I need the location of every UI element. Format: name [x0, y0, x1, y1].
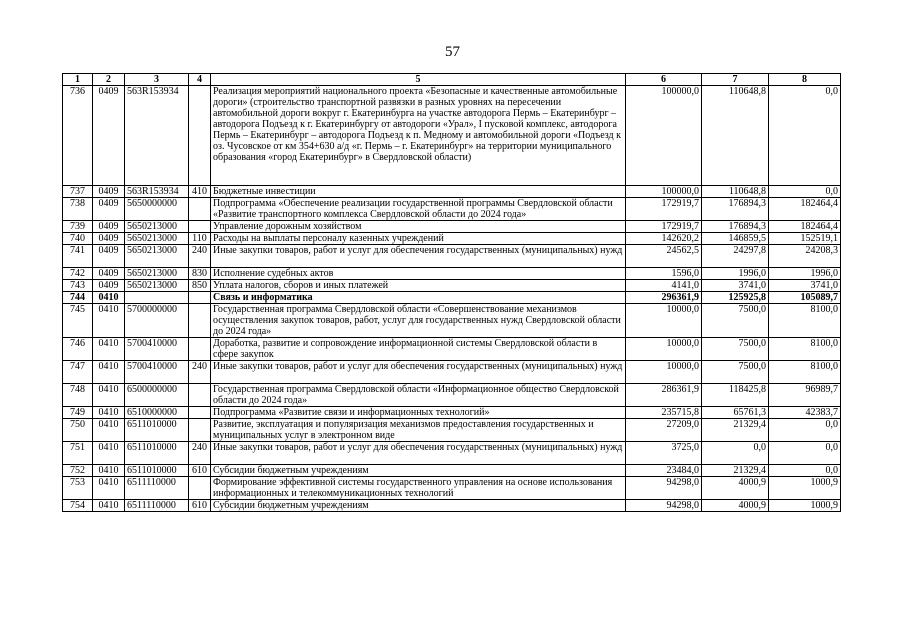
value-2022: 172919,7	[626, 221, 702, 233]
value-2024: 182464,4	[769, 221, 841, 233]
target-code: 5700410000	[125, 338, 189, 361]
value-2023: 7500,0	[702, 338, 769, 361]
expense-type-code: 410	[189, 186, 211, 198]
value-2023: 176894,3	[702, 221, 769, 233]
row-number: 752	[63, 465, 93, 477]
value-2022: 100000,0	[626, 186, 702, 198]
target-code: 6511110000	[125, 500, 189, 512]
row-number: 750	[63, 419, 93, 442]
expense-type-code	[189, 86, 211, 186]
value-2022: 10000,0	[626, 338, 702, 361]
header-col-1: 1	[63, 74, 93, 86]
expense-type-code	[189, 292, 211, 304]
section-code: 0410	[93, 465, 125, 477]
value-2022: 4141,0	[626, 280, 702, 292]
value-2024: 42383,7	[769, 407, 841, 419]
table-row	[63, 419, 841, 442]
value-2024: 0,0	[769, 86, 841, 186]
expense-type-code	[189, 198, 211, 221]
row-name: Бюджетные инвестиции	[211, 186, 626, 198]
value-2022: 27209,0	[626, 419, 702, 442]
value-2024: 96989,7	[769, 384, 841, 407]
value-2022: 172919,7	[626, 198, 702, 221]
value-2023: 176894,3	[702, 198, 769, 221]
row-name: Государственная программа Свердловской области «Информационное общество Свердловской области до 2024 года»	[211, 384, 626, 407]
table-row	[63, 477, 841, 500]
row-number: 751	[63, 442, 93, 465]
table-row	[63, 186, 841, 198]
value-2024: 0,0	[769, 186, 841, 198]
expense-type-code: 610	[189, 465, 211, 477]
row-number: 737	[63, 186, 93, 198]
value-2022: 100000,0	[626, 86, 702, 186]
value-2022: 235715,8	[626, 407, 702, 419]
value-2022: 142620,2	[626, 233, 702, 245]
value-2023: 65761,3	[702, 407, 769, 419]
section-code: 0409	[93, 233, 125, 245]
section-code: 0409	[93, 280, 125, 292]
value-2024: 1996,0	[769, 268, 841, 280]
header-col-8: 8	[769, 74, 841, 86]
header-col-7: 7	[702, 74, 769, 86]
value-2024: 0,0	[769, 419, 841, 442]
table-row	[63, 442, 841, 465]
value-2024: 8100,0	[769, 361, 841, 384]
row-name: Управление дорожным хозяйством	[211, 221, 626, 233]
value-2024: 105089,7	[769, 292, 841, 304]
row-name: Иные закупки товаров, работ и услуг для обеспечения государственных (муниципальных) нужд	[211, 442, 626, 465]
row-name: Расходы на выплаты персоналу казенных учреждений	[211, 233, 626, 245]
value-2024: 24208,3	[769, 245, 841, 268]
value-2022: 94298,0	[626, 477, 702, 500]
section-code: 0410	[93, 419, 125, 442]
value-2022: 23484,0	[626, 465, 702, 477]
table-row	[63, 338, 841, 361]
value-2023: 24297,8	[702, 245, 769, 268]
section-code: 0409	[93, 221, 125, 233]
section-code: 0410	[93, 442, 125, 465]
section-code: 0410	[93, 500, 125, 512]
target-code: 6510000000	[125, 407, 189, 419]
page-number: 57	[445, 44, 460, 60]
value-2022: 3725,0	[626, 442, 702, 465]
row-name: Подпрограмма «Развитие связи и информационных технологий»	[211, 407, 626, 419]
header-row	[63, 74, 841, 86]
row-name: Исполнение судебных актов	[211, 268, 626, 280]
expense-type-code	[189, 384, 211, 407]
row-number: 749	[63, 407, 93, 419]
header-col-5: 5	[211, 74, 626, 86]
expense-type-code: 610	[189, 500, 211, 512]
table-row	[63, 304, 841, 338]
table-row	[63, 245, 841, 268]
value-2022: 24562,5	[626, 245, 702, 268]
expense-type-code: 240	[189, 245, 211, 268]
expense-type-code: 240	[189, 442, 211, 465]
row-number: 738	[63, 198, 93, 221]
target-code	[125, 292, 189, 304]
header-col-4: 4	[189, 74, 211, 86]
value-2023: 21329,4	[702, 465, 769, 477]
row-name: Реализация мероприятий национального проекта «Безопасные и качественные автомобильные дороги» (строительство транспортной развязки в разных уровнях на пересечении автомобильной дороги вокруг г. Екатеринбурга на участке автодорога Пермь – Екатеринбург – автодорога Подъезд к г. Екатеринбургу от автодороги «Урал», I пусковой комплекс, автодорога Пермь – Екатеринбург – автодорога Подъезд к п. Медному и автомобильной дороги «Подъезд к оз. Чусовское от км 354+630 а/д «г. Пермь – г. Екатеринбург» на территории муниципального образования «город Екатеринбург» в Свердловской области)	[211, 86, 626, 186]
row-name: Связь и информатика	[211, 292, 626, 304]
target-code: 5700000000	[125, 304, 189, 338]
expense-type-code	[189, 407, 211, 419]
value-2024: 8100,0	[769, 304, 841, 338]
section-code: 0409	[93, 268, 125, 280]
section-code: 0410	[93, 361, 125, 384]
value-2022: 94298,0	[626, 500, 702, 512]
value-2022: 286361,9	[626, 384, 702, 407]
section-code: 0410	[93, 477, 125, 500]
table-row	[63, 280, 841, 292]
value-2022: 10000,0	[626, 304, 702, 338]
row-number: 745	[63, 304, 93, 338]
section-code: 0410	[93, 384, 125, 407]
row-name: Формирование эффективной системы государственного управления на основе использования информационных и телекоммуникационных технологий	[211, 477, 626, 500]
value-2023: 4000,9	[702, 477, 769, 500]
table-row	[63, 198, 841, 221]
target-code: 5650213000	[125, 245, 189, 268]
row-number: 753	[63, 477, 93, 500]
table-row	[63, 86, 841, 186]
row-number: 736	[63, 86, 93, 186]
value-2023: 146859,5	[702, 233, 769, 245]
header-col-2: 2	[93, 74, 125, 86]
row-name: Подпрограмма «Обеспечение реализации государственной программы Свердловской области «Развитие транспортного комплекса Свердловской области до 2024 года»	[211, 198, 626, 221]
value-2023: 110648,8	[702, 86, 769, 186]
value-2022: 10000,0	[626, 361, 702, 384]
target-code: 6511010000	[125, 442, 189, 465]
value-2022: 1596,0	[626, 268, 702, 280]
table-row	[63, 221, 841, 233]
table-row	[63, 500, 841, 512]
row-number: 744	[63, 292, 93, 304]
value-2023: 125925,8	[702, 292, 769, 304]
expense-type-code	[189, 338, 211, 361]
table-body	[63, 86, 841, 512]
row-number: 746	[63, 338, 93, 361]
value-2023: 4000,9	[702, 500, 769, 512]
row-number: 742	[63, 268, 93, 280]
value-2023: 7500,0	[702, 304, 769, 338]
header-col-6: 6	[626, 74, 702, 86]
target-code: 6511010000	[125, 465, 189, 477]
target-code: 6500000000	[125, 384, 189, 407]
section-code: 0409	[93, 186, 125, 198]
expense-type-code	[189, 477, 211, 500]
value-2023: 110648,8	[702, 186, 769, 198]
target-code: 5650213000	[125, 280, 189, 292]
header-col-3: 3	[125, 74, 189, 86]
expense-type-code: 110	[189, 233, 211, 245]
target-code: 563R153934	[125, 186, 189, 198]
section-code: 0410	[93, 304, 125, 338]
row-number: 740	[63, 233, 93, 245]
value-2024: 0,0	[769, 465, 841, 477]
expense-type-code	[189, 304, 211, 338]
value-2024: 182464,4	[769, 198, 841, 221]
row-name: Развитие, эксплуатация и популяризация механизмов предоставления государственных и муниципальных услуг в электронном виде	[211, 419, 626, 442]
value-2023: 3741,0	[702, 280, 769, 292]
section-code: 0410	[93, 292, 125, 304]
expense-type-code: 830	[189, 268, 211, 280]
value-2023: 118425,8	[702, 384, 769, 407]
value-2023: 21329,4	[702, 419, 769, 442]
value-2024: 0,0	[769, 442, 841, 465]
value-2024: 3741,0	[769, 280, 841, 292]
target-code: 6511010000	[125, 419, 189, 442]
value-2023: 1996,0	[702, 268, 769, 280]
value-2024: 1000,9	[769, 477, 841, 500]
table-row	[63, 384, 841, 407]
row-name: Доработка, развитие и сопровождение информационной системы Свердловской области в сфере закупок	[211, 338, 626, 361]
value-2023: 0,0	[702, 442, 769, 465]
section-code: 0410	[93, 338, 125, 361]
section-code: 0409	[93, 198, 125, 221]
row-name: Иные закупки товаров, работ и услуг для обеспечения государственных (муниципальных) нужд	[211, 245, 626, 268]
row-number: 747	[63, 361, 93, 384]
table-row	[63, 268, 841, 280]
row-number: 741	[63, 245, 93, 268]
target-code: 6511110000	[125, 477, 189, 500]
section-code: 0410	[93, 407, 125, 419]
row-number: 754	[63, 500, 93, 512]
row-name: Субсидии бюджетным учреждениям	[211, 500, 626, 512]
target-code: 5650213000	[125, 221, 189, 233]
target-code: 5650000000	[125, 198, 189, 221]
row-number: 739	[63, 221, 93, 233]
row-number: 748	[63, 384, 93, 407]
value-2022: 296361,9	[626, 292, 702, 304]
row-name: Субсидии бюджетным учреждениям	[211, 465, 626, 477]
expense-type-code: 850	[189, 280, 211, 292]
target-code: 5700410000	[125, 361, 189, 384]
value-2024: 152519,1	[769, 233, 841, 245]
value-2023: 7500,0	[702, 361, 769, 384]
section-code: 0409	[93, 245, 125, 268]
table-row	[63, 233, 841, 245]
table-row	[63, 292, 841, 304]
target-code: 5650213000	[125, 233, 189, 245]
row-number: 743	[63, 280, 93, 292]
row-name: Государственная программа Свердловской области «Совершенствование механизмов осуществления закупок товаров, работ, услуг для государственных нужд Свердловской области до 2024 года»	[211, 304, 626, 338]
expense-type-code	[189, 419, 211, 442]
row-name: Иные закупки товаров, работ и услуг для обеспечения государственных (муниципальных) нужд	[211, 361, 626, 384]
table-row	[63, 465, 841, 477]
section-code: 0409	[93, 86, 125, 186]
table-row	[63, 407, 841, 419]
table-row	[63, 361, 841, 384]
target-code: 563R153934	[125, 86, 189, 186]
expense-type-code: 240	[189, 361, 211, 384]
budget-table	[62, 73, 841, 512]
row-name: Уплата налогов, сборов и иных платежей	[211, 280, 626, 292]
value-2024: 1000,9	[769, 500, 841, 512]
value-2024: 8100,0	[769, 338, 841, 361]
target-code: 5650213000	[125, 268, 189, 280]
expense-type-code	[189, 221, 211, 233]
